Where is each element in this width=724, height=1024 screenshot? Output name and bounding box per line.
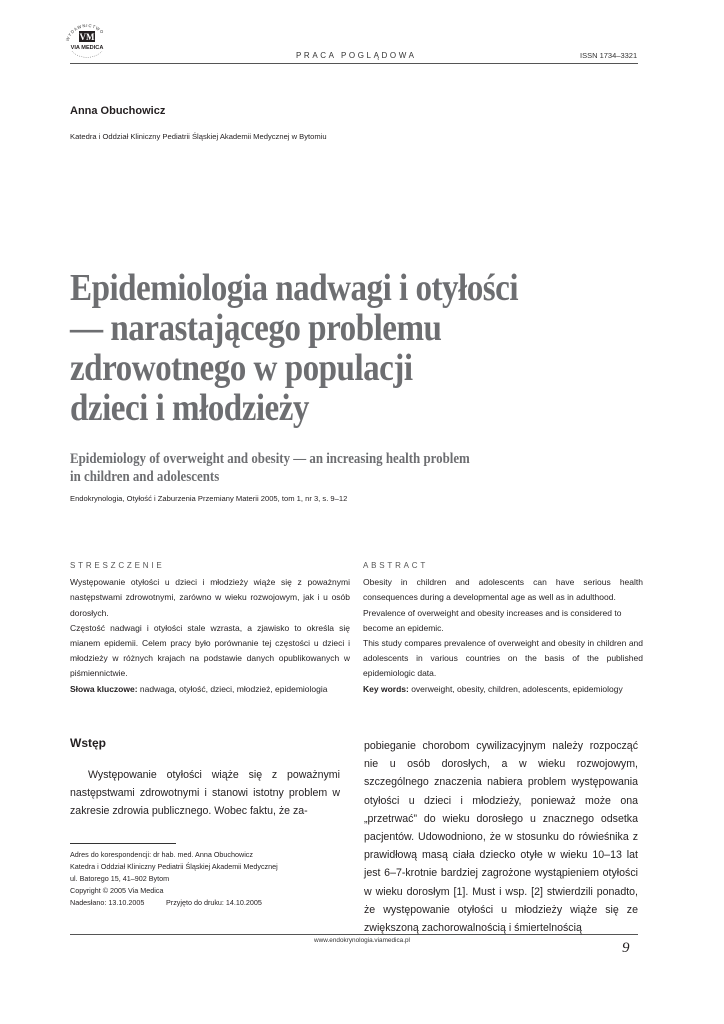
abstract-paragraph: This study compares prevalence of overweight and obesity in children and adolescents in various countries on the basis of the published epidemiologic data. <box>363 638 643 679</box>
footnote-line: Katedra i Oddział Kliniczny Pediatrii Śląskiej Akademii Medycznej <box>70 862 278 872</box>
streszczenie-keywords <box>70 682 350 697</box>
title-line: Epidemiologia nadwagi i otyłości <box>70 267 519 309</box>
streszczenie-block <box>70 558 350 697</box>
section-heading-wstep: Wstęp <box>70 736 106 750</box>
article-title <box>70 268 552 428</box>
abstract-keywords <box>363 682 643 697</box>
svg-text:VM: VM <box>79 32 95 42</box>
abstract-heading: ABSTRACT <box>363 561 429 570</box>
author-name: Anna Obuchowicz <box>70 105 166 117</box>
body-paragraph: Występowanie otyłości wiąże się z poważnymi następstwami zdrowotnymi i stanowi istotny problem w zakresie zdrowia publicznego. Wobec faktu, że za- <box>70 769 340 818</box>
author-affiliation: Katedra i Oddział Kliniczny Pediatrii Śląskiej Akademii Medycznej w Bytomiu <box>70 132 327 141</box>
logo-text: VIA MEDICA <box>70 45 104 51</box>
title-line: zdrowotnego w populacji <box>70 347 413 389</box>
title-line: dzieci i młodzieży <box>70 387 309 429</box>
journal-url: www.endokrynologia.viamedica.pl <box>314 937 410 944</box>
footnote-line: Adres do korespondencji: dr hab. med. Anna Obuchowicz <box>70 850 253 859</box>
date-accepted: Przyjęto do druku: 14.10.2005 <box>166 898 262 908</box>
title-line: — narastającego problemu <box>70 307 442 349</box>
streszczenie-heading: STRESZCZENIE <box>70 561 165 570</box>
subtitle-line: Epidemiology of overweight and obesity — an increasing health problem <box>70 451 470 467</box>
footnote-line: Copyright © 2005 Via Medica <box>70 886 164 896</box>
subtitle-line: in children and adolescents <box>70 469 220 485</box>
footnote-dates <box>70 897 278 909</box>
footnote-line: ul. Batorego 15, 41–902 Bytom <box>70 874 170 884</box>
keywords-text: overweight, obesity, children, adolescents, epidemiology <box>411 683 623 694</box>
footer-rule <box>70 934 638 935</box>
svg-text:WYDAWNICTWO: WYDAWNICTWO <box>64 22 106 42</box>
streszczenie-paragraph: Częstość nadwagi i otyłości stale wzrasta, a zjawisko to określa się mianem epidemii. Celem pracy było porównanie tej częstości u dzieci i młodzieży w różnych krajach na podstawie danych opublikowanych w piśmiennictwie. <box>70 622 350 679</box>
section-label: PRACA POGLĄDOWA <box>296 51 417 60</box>
via-medica-logo-icon <box>62 20 112 64</box>
body-column-right <box>364 737 638 937</box>
abstract-paragraph: Prevalence of overweight and obesity increases and is considered to become an epidemic. <box>363 607 622 633</box>
issn: ISSN 1734–3321 <box>580 51 638 60</box>
streszczenie-paragraph: Występowanie otyłości u dzieci i młodzieży wiąże się z poważnymi następstwami zdrowotnymi, zarówno w wieku rozwojowym, jak i u osób dorosłych. <box>70 577 350 618</box>
header-rule <box>70 63 638 64</box>
abstract-block <box>363 558 643 697</box>
page-number: 9 <box>622 940 630 956</box>
body-column-left <box>70 766 340 821</box>
publisher-logo <box>62 20 112 64</box>
date-sent: Nadesłano: 13.10.2005 <box>70 898 145 908</box>
correspondence-footnote <box>70 849 278 909</box>
citation: Endokrynologia, Otyłość i Zaburzenia Przemiany Materii 2005, tom 1, nr 3, s. 9–12 <box>70 494 348 503</box>
footnote-rule <box>70 843 176 844</box>
keywords-label: Key words: <box>363 683 409 694</box>
keywords-label: Słowa kluczowe: <box>70 683 138 694</box>
body-paragraph: pobieganie chorobom cywilizacyjnym należy rozpocząć nie u osób dorosłych, a w wieku rozwojowym, szczególnego znaczenia nabiera problem występowania otyłości u dzieci i młodzieży, ponieważ może ona „przetrwać” do wieku dorosłego u znacznego odsetka pacjentów. Udowodniono, że w stosunku do rówieśnika z prawidłową masą ciała dziecko otyłe w wieku 10–13 lat jest 6–7-krotnie bardziej zagrożone wystąpieniem otyłości w wieku dorosłym [1]. Must i wsp. [2] stwierdzili ponadto, że występowanie otyłości u młodzieży wiąże się ze zwiększoną zachorowalnością i śmiertelnością <box>364 740 638 935</box>
article-subtitle <box>70 450 586 486</box>
abstract-paragraph: Obesity in children and adolescents can have serious health consequences during a developmental age as well as in adulthood. <box>363 577 643 603</box>
keywords-text: nadwaga, otyłość, dzieci, młodzież, epidemiologia <box>139 683 328 694</box>
